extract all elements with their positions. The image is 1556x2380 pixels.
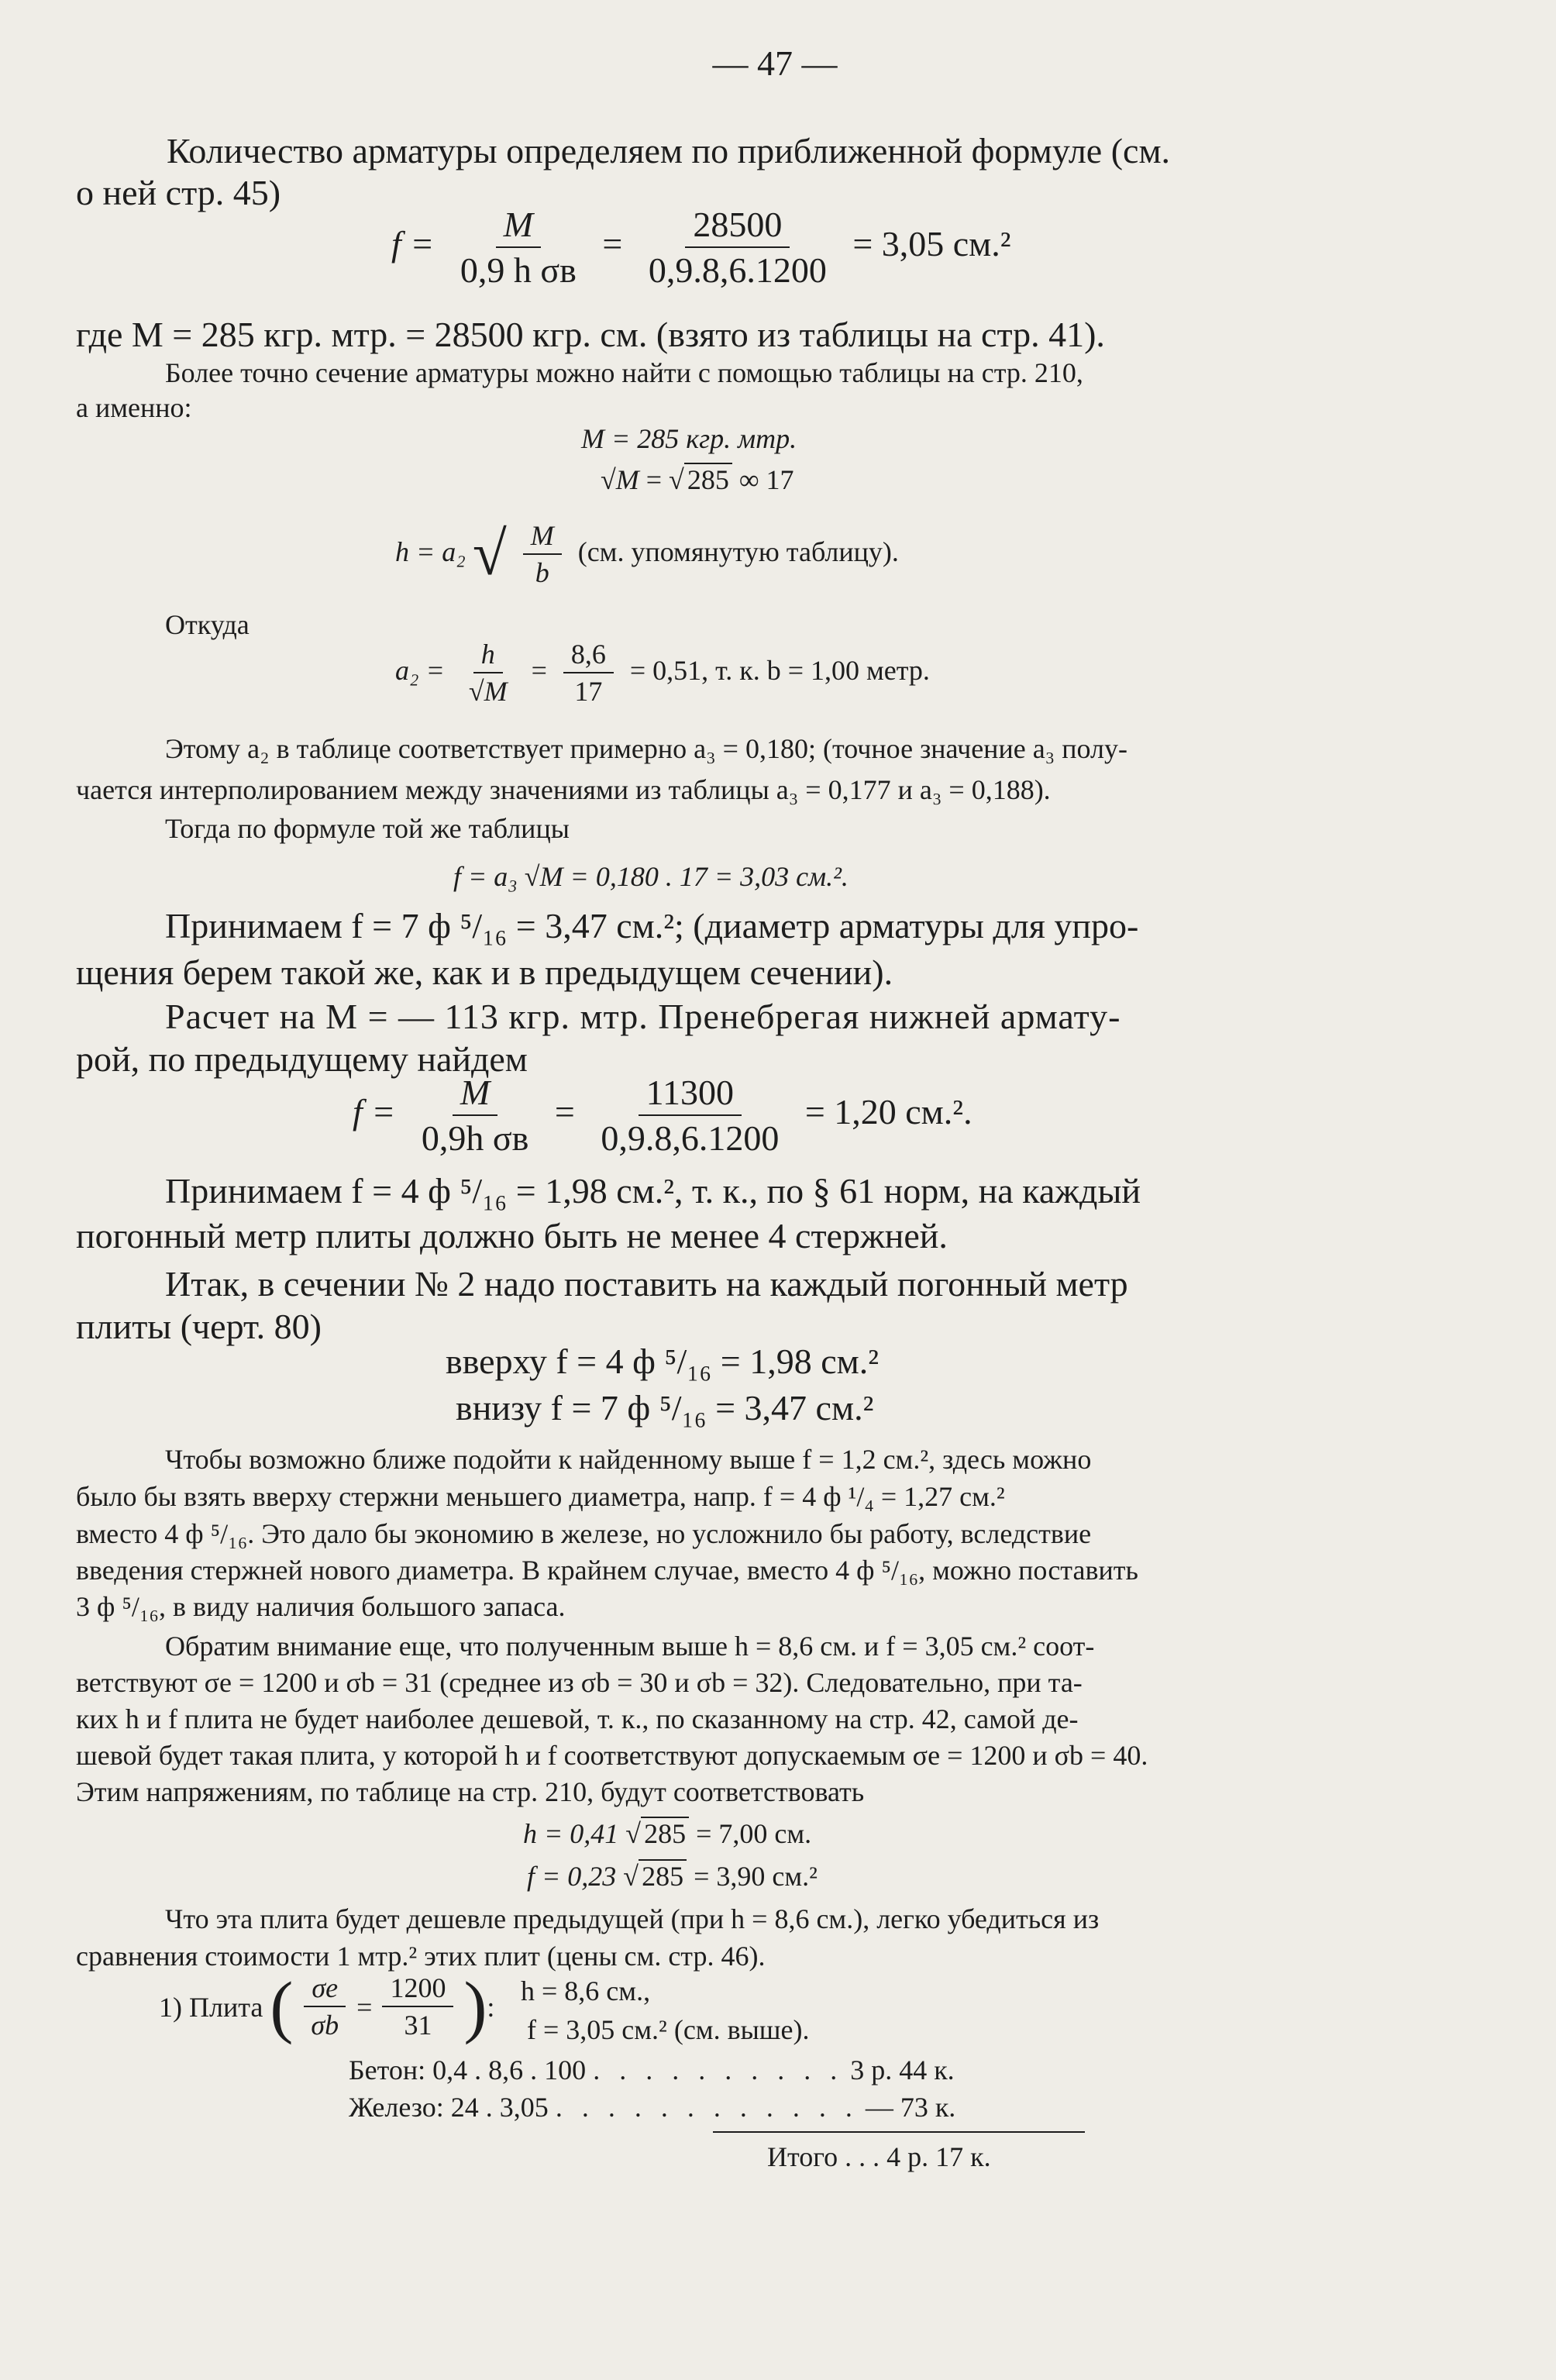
plate-f: f = 3,05 см.² (см. выше). <box>527 2014 810 2045</box>
fraction-denominator: b <box>535 556 549 588</box>
formula-lhs: f = <box>391 224 435 264</box>
formula-f-reinforcement <box>391 205 1011 290</box>
formula-lhs: √M <box>601 464 639 495</box>
fraction-numerator: M <box>496 205 541 248</box>
formula-note: (см. упомянутую таблицу). <box>577 536 899 567</box>
fraction-numerator: 11300 <box>639 1073 742 1116</box>
fraction-denominator: 0,9 h σв <box>460 250 577 290</box>
formula-h-optimal <box>523 1817 811 1850</box>
fraction-numerator: 28500 <box>685 205 790 248</box>
formula-lhs: a₂ = <box>395 654 445 686</box>
formula-rest: = 7,00 см. <box>689 1818 812 1849</box>
fraction-numerator: h <box>473 639 503 673</box>
cost-row <box>349 2091 1085 2123</box>
fraction <box>563 639 614 707</box>
formula-operator: = √ <box>645 464 684 495</box>
fraction-denominator: 31 <box>404 2010 432 2041</box>
cost-name: Бетон: 0,4 . 8,6 . 100 <box>349 2055 587 2086</box>
formula-f-a3: f = a₃ √M = 0,180 . 17 = 3,03 см.². <box>453 861 849 892</box>
cost-name: Железо: 24 . 3,05 <box>349 2092 549 2123</box>
paragraph-line: ких h и f плита не будет наиболее дешевой, т. к., по сказанному на стр. 42, самой де- <box>76 1703 1079 1734</box>
formula-result: = 1,20 см.². <box>804 1092 972 1132</box>
colon: : <box>487 1992 495 2023</box>
fraction <box>523 521 562 588</box>
total-row <box>767 2141 991 2173</box>
paragraph-line: Количество арматуры определяем по приближенной формуле (см. <box>167 131 1171 170</box>
fraction <box>593 1073 787 1158</box>
paragraph-line: Принимаем f = 4 ф ⁵/₁₆ = 1,98 см.², т. к., по § 61 норм, на каждый <box>165 1171 1141 1211</box>
total-value: 4 р. 17 к. <box>886 2141 991 2172</box>
plate-h: h = 8,6 см., <box>521 1975 651 2006</box>
paragraph-line: Более точно сечение арматуры можно найти с помощью таблицы на стр. 210, <box>165 357 1083 388</box>
formula-f-optimal <box>527 1860 818 1893</box>
fraction-denominator: 0,9.8,6.1200 <box>601 1118 780 1158</box>
paren-close: ) <box>463 1968 487 2045</box>
paragraph-line: щения берем такой же, как и в предыдущем сечении). <box>76 952 893 992</box>
paragraph-line: 3 ф ⁵/₁₆, в виду наличия большого запаса. <box>76 1591 566 1622</box>
paragraph-line: Расчет на M = — 113 кгр. мтр. Пренебрегая нижней армату- <box>165 997 1121 1036</box>
paragraph-line: Тогда по формуле той же таблицы <box>165 813 570 844</box>
paragraph-line: чается интерполированием между значениями из таблицы a₃ = 0,177 и a₃ = 0,188). <box>76 774 1051 805</box>
cost-dots: . . . . . . . . . . . . <box>555 2092 859 2123</box>
formula-rest: ∞ 17 <box>732 464 794 495</box>
formula-lhs: h = a₂ <box>395 536 466 567</box>
formula-lhs: f = <box>353 1092 396 1132</box>
formula-moment: M = 285 кгр. мтр. <box>581 423 797 454</box>
formula-lhs: h = 0,41 √ <box>523 1818 642 1849</box>
paragraph-line: шевой будет такая плита, у которой h и f соответствуют допускаемым σe = 1200 и σb = 40. <box>76 1740 1148 1771</box>
plate-spec <box>159 1968 495 2058</box>
fraction <box>453 205 584 290</box>
equals-sign: = <box>602 224 623 264</box>
equals-sign: = <box>356 1992 373 2023</box>
equals-sign: = <box>554 1092 575 1132</box>
cost-row <box>349 2054 1085 2086</box>
paragraph-line: где M = 285 кгр. мтр. = 28500 кгр. см. (взято из таблицы на стр. 41). <box>76 315 1105 354</box>
fraction <box>303 1973 346 2041</box>
radicand: 285 <box>684 463 732 495</box>
formula-top-reinforcement: вверху f = 4 ф ⁵/₁₆ = 1,98 см.² <box>446 1342 880 1381</box>
paragraph-line: рой, по предыдущему найдем <box>76 1039 528 1079</box>
paragraph-line: Что эта плита будет дешевле предыдущей (при h = 8,6 см.), легко убедиться из <box>165 1903 1100 1934</box>
cost-value: — 73 к. <box>865 2092 956 2123</box>
total-rule <box>713 2131 1085 2133</box>
paragraph-line: Обратим внимание еще, что полученным выше h = 8,6 см. и f = 3,05 см.² соот- <box>165 1631 1095 1662</box>
fraction-numerator: 1200 <box>382 1973 453 2007</box>
paragraph-line: о ней стр. 45) <box>76 173 281 212</box>
sqrt-sign: √ <box>472 520 507 588</box>
formula-rest: = 3,90 см.² <box>687 1861 818 1892</box>
fraction-denominator: σb <box>311 2010 339 2041</box>
paragraph-line: введения стержней нового диаметра. В крайнем случае, вместо 4 ф ⁵/₁₆, можно поставить <box>76 1555 1138 1586</box>
page-number: — 47 — <box>712 43 838 83</box>
formula-result: = 3,05 см.² <box>852 224 1011 264</box>
formula-height <box>395 519 899 590</box>
paragraph-line: погонный метр плиты должно быть не менее 4 стержней. <box>76 1216 948 1255</box>
formula-sqrt-moment <box>601 463 793 496</box>
paragraph-line: плиты (черт. 80) <box>76 1307 322 1346</box>
formula-rest: = 0,51, т. к. b = 1,00 метр. <box>629 654 930 686</box>
total-label: Итого . . . <box>767 2141 880 2172</box>
formula-a2 <box>395 639 930 707</box>
paragraph-line: ветствуют σe = 1200 и σb = 31 (среднее из σb = 30 и σb = 32). Следовательно, при та- <box>76 1667 1083 1698</box>
radicand: 285 <box>639 1859 687 1892</box>
paragraph-line: Принимаем f = 7 ф ⁵/₁₆ = 3,47 см.²; (диаметр арматуры для упро- <box>165 906 1139 945</box>
fraction-numerator: M <box>523 521 562 555</box>
fraction-numerator: 8,6 <box>563 639 614 673</box>
formula-f-negative-moment <box>353 1073 972 1158</box>
fraction <box>461 639 515 707</box>
paragraph-line: Итак, в сечении № 2 надо поставить на каждый погонный метр <box>165 1264 1128 1304</box>
paragraph-line: а именно: <box>76 392 192 423</box>
plate-label: 1) Плита <box>159 1992 263 2023</box>
paragraph-line: сравнения стоимости 1 мтр.² этих плит (цены см. стр. 46). <box>76 1941 766 1972</box>
paragraph-line: Откуда <box>165 609 250 640</box>
fraction-denominator: √M <box>468 675 508 707</box>
fraction-numerator: M <box>453 1073 497 1116</box>
cost-value: 3 р. 44 к. <box>850 2055 955 2086</box>
equals-sign: = <box>531 654 547 686</box>
fraction-denominator: 0,9.8,6.1200 <box>648 250 827 290</box>
paragraph-line: Чтобы возможно ближе подойти к найденному выше f = 1,2 см.², здесь можно <box>165 1444 1092 1475</box>
fraction-denominator: 17 <box>574 675 603 707</box>
cost-dots: . . . . . . . . . . <box>593 2055 844 2086</box>
formula-bottom-reinforcement: внизу f = 7 ф ⁵/₁₆ = 3,47 см.² <box>456 1388 874 1428</box>
fraction-numerator: σe <box>304 1973 346 2007</box>
fraction <box>382 1973 453 2041</box>
fraction-denominator: 0,9h σв <box>421 1118 529 1158</box>
formula-lhs: f = 0,23 √ <box>527 1861 639 1892</box>
paren-open: ( <box>270 1968 294 2045</box>
radicand: 285 <box>641 1817 689 1849</box>
fraction <box>414 1073 537 1158</box>
paragraph-line: Этому a₂ в таблице соответствует примерно a₃ = 0,180; (точное значение a₃ полу- <box>165 733 1127 764</box>
paragraph-line: Этим напряжениям, по таблице на стр. 210, будут соответствовать <box>76 1776 865 1807</box>
fraction <box>641 205 835 290</box>
paragraph-line: было бы взять вверху стержни меньшего диаметра, напр. f = 4 ф ¹/₄ = 1,27 см.² <box>76 1481 1005 1512</box>
paragraph-line: вместо 4 ф ⁵/₁₆. Это дало бы экономию в железе, но усложнило бы работу, вследствие <box>76 1518 1092 1549</box>
